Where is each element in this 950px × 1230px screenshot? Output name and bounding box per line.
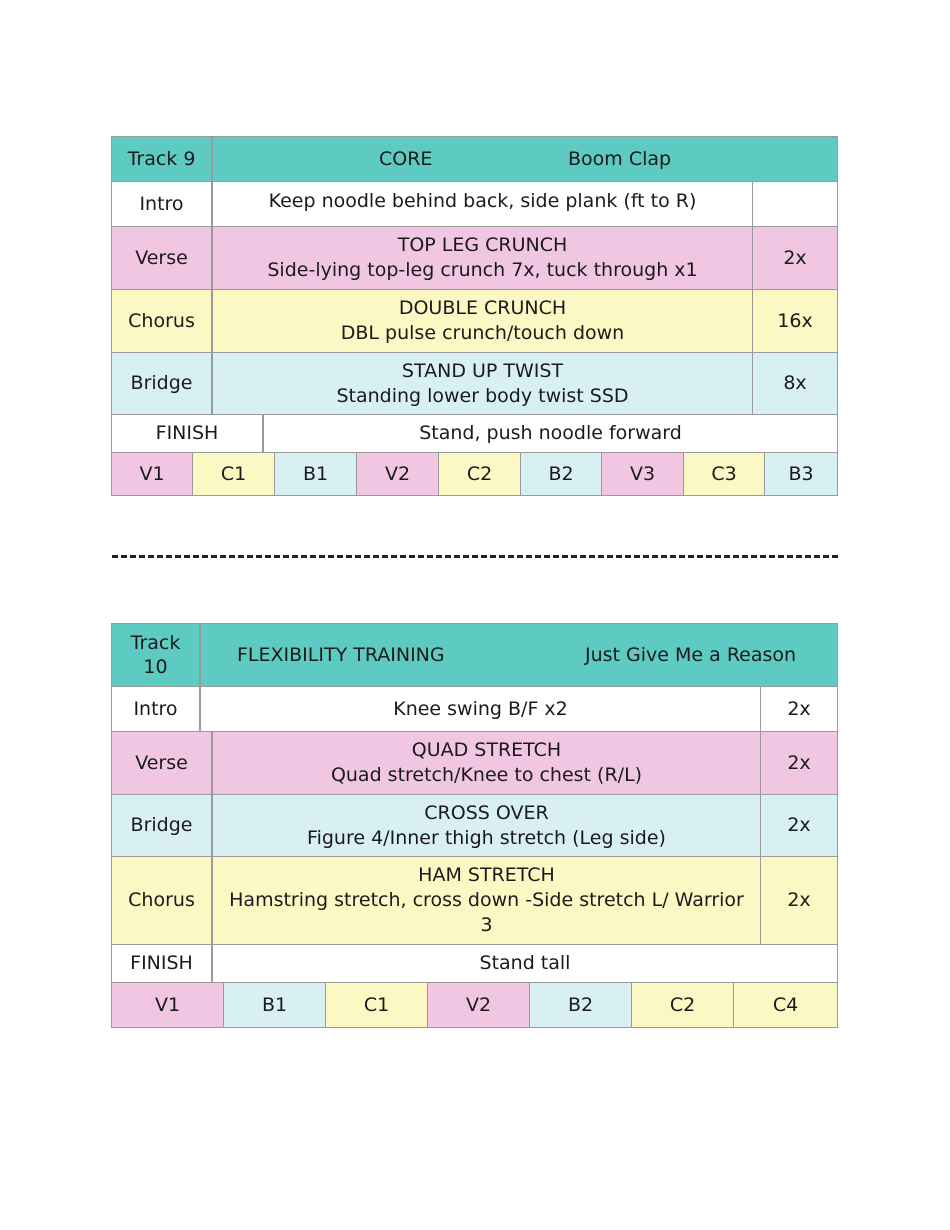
finish-text: Stand tall: [212, 944, 838, 983]
intro-row: [112, 181, 838, 227]
song-title: Boom Clap: [568, 147, 672, 170]
exercise-title: TOP LEG CRUNCH: [397, 234, 568, 256]
exercise-cell: [212, 856, 761, 945]
sequence-cell: B1: [274, 452, 357, 496]
exercise-desc: Figure 4/Inner thigh stretch (Leg side): [307, 826, 666, 849]
reps: 2x: [752, 226, 838, 290]
exercise-cell: [212, 731, 761, 795]
bridge-row: [112, 352, 838, 415]
section-label: FINISH: [111, 944, 212, 983]
exercise-title: QUAD STRETCH: [411, 739, 562, 761]
track-num: 10: [143, 656, 168, 678]
intro-row: [112, 686, 838, 732]
bridge-row: [112, 794, 838, 857]
reps: 2x: [760, 794, 838, 857]
exercise-cell: [212, 289, 753, 353]
section-label: Verse: [111, 731, 212, 795]
sequence-cell: V2: [356, 452, 439, 496]
intro-text: Keep noodle behind back, side plank (ft to R): [212, 181, 753, 227]
header-row: [112, 623, 838, 687]
exercise-desc: Standing lower body twist SSD: [336, 384, 629, 407]
exercise-desc-cont: 3: [480, 914, 493, 936]
sequence-cell: C4: [733, 982, 838, 1028]
sequence-cell: C1: [192, 452, 275, 496]
chorus-row: [112, 856, 838, 945]
sequence-cell: B2: [520, 452, 602, 496]
sequence-cell: B3: [764, 452, 838, 496]
sequence-row: [112, 452, 838, 496]
finish-row: [112, 944, 838, 983]
reps: 8x: [752, 352, 838, 415]
sequence-cell: V2: [427, 982, 530, 1028]
track-9-table: [112, 136, 838, 496]
exercise-title: CROSS OVER: [424, 801, 549, 824]
sequence-cell: B1: [223, 982, 326, 1028]
dashed-divider: [112, 555, 838, 558]
exercise-cell: [212, 352, 753, 415]
section-label: Verse: [111, 226, 212, 290]
track-number: [111, 623, 200, 687]
category-label: CORE: [379, 147, 433, 170]
exercise-desc: Quad stretch/Knee to chest (R/L): [330, 764, 643, 786]
reps: [752, 181, 838, 227]
track-label: Track: [130, 632, 181, 654]
sequence-cell: C2: [631, 982, 734, 1028]
track-10-table: [112, 623, 838, 1028]
reps: 2x: [760, 856, 838, 945]
chorus-row: [112, 289, 838, 353]
section-label: Chorus: [111, 856, 212, 945]
sequence-cell: C2: [438, 452, 521, 496]
finish-text: Stand, push noodle forward: [263, 414, 838, 453]
section-label: Intro: [111, 181, 212, 227]
exercise-cell: [212, 794, 761, 857]
section-label: Chorus: [111, 289, 212, 353]
header-info: [212, 136, 838, 182]
song-title: Just Give Me a Reason: [585, 643, 797, 666]
section-label: Bridge: [111, 794, 212, 857]
reps: 2x: [760, 731, 838, 795]
finish-row: [112, 414, 838, 453]
exercise-desc: DBL pulse crunch/touch down: [340, 322, 625, 344]
category-label: FLEXIBILITY TRAINING: [237, 643, 445, 666]
sequence-row: [112, 982, 838, 1028]
reps: 2x: [760, 686, 838, 732]
sequence-cell: V1: [111, 452, 193, 496]
exercise-title: STAND UP TWIST: [401, 359, 564, 382]
section-label: Bridge: [111, 352, 212, 415]
sequence-cell: V3: [601, 452, 684, 496]
header-row: [112, 136, 838, 182]
sequence-cell: V1: [111, 982, 224, 1028]
section-label: FINISH: [111, 414, 263, 453]
verse-row: [112, 226, 838, 290]
verse-row: [112, 731, 838, 795]
exercise-desc: Hamstring stretch, cross down -Side stretch L/ Warrior: [229, 889, 744, 911]
reps: 16x: [752, 289, 838, 353]
section-label: Intro: [111, 686, 200, 732]
header-info: [200, 623, 838, 687]
sequence-cell: C3: [683, 452, 765, 496]
exercise-desc: Side-lying top-leg crunch 7x, tuck through x1: [267, 259, 698, 281]
exercise-title: DOUBLE CRUNCH: [398, 297, 567, 319]
intro-text: Knee swing B/F x2: [200, 686, 761, 732]
exercise-title: HAM STRETCH: [418, 864, 555, 886]
track-number: Track 9: [111, 136, 212, 182]
sequence-cell: B2: [529, 982, 632, 1028]
exercise-cell: [212, 226, 753, 290]
sequence-cell: C1: [325, 982, 428, 1028]
